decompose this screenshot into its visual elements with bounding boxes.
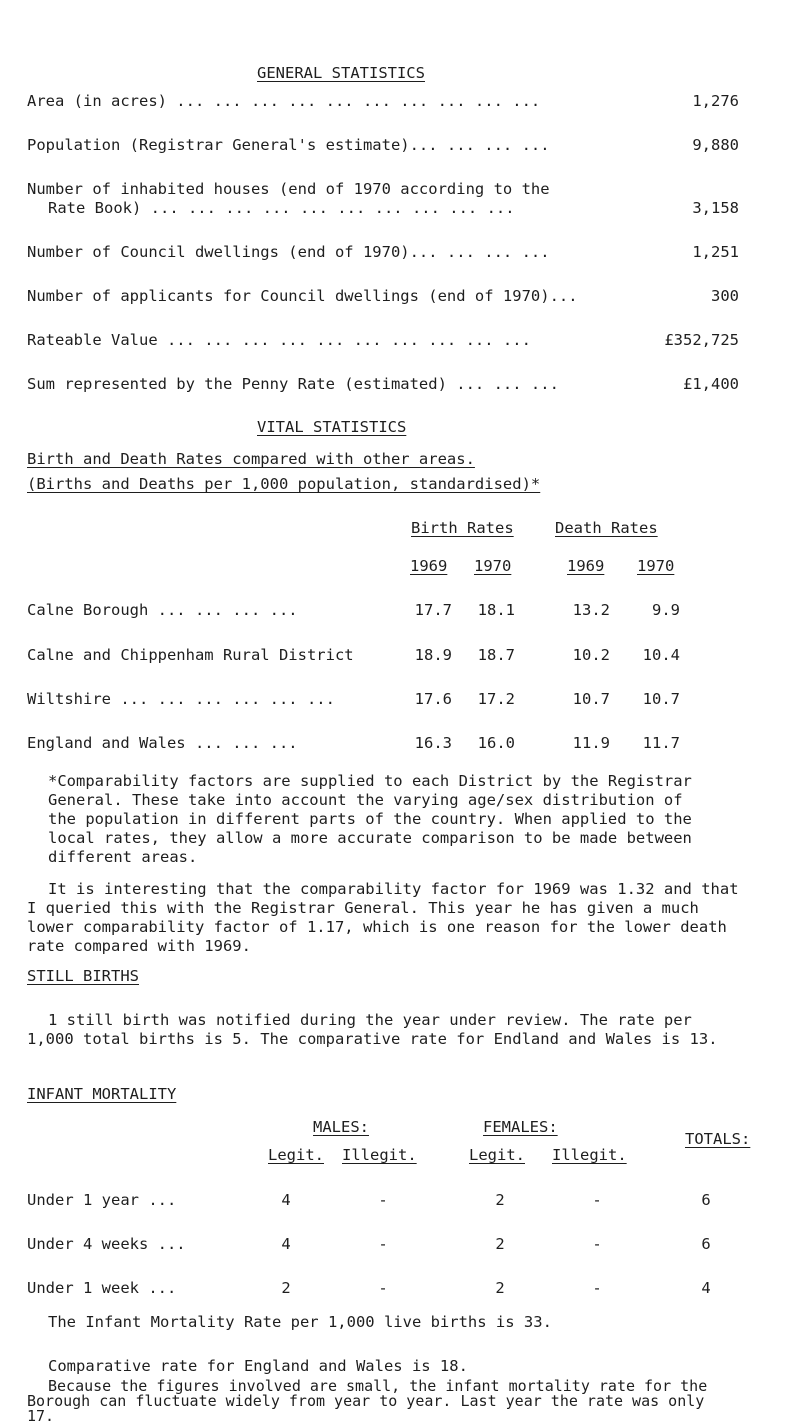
population-value: 9,880 [692,136,739,154]
death-rates-header: Death Rates [555,519,658,537]
females-header: FEMALES: [483,1118,558,1136]
comparative-rate: Comparative rate for England and Wales is 18. [48,1357,468,1375]
birth-1969: 17.6 [414,690,452,708]
males-legit: 4 [281,1191,291,1209]
birth-1969: 16.3 [414,734,452,752]
infant-total: 4 [701,1279,711,1297]
males-header: MALES: [313,1118,369,1136]
penny-rate-label: Sum represented by the Penny Rate (estimated) ... ... ... [27,375,559,393]
females-legit: 2 [495,1235,505,1253]
death-1969: 10.7 [572,690,610,708]
death-1970: 10.4 [642,646,680,664]
comparability-footnote: *Comparability factors are supplied to each District by the Registrar General. These take into account the varying age/sex distribution of the population in different parts of the country. When applied to the local rates, they allow a more accurate comparison to be made between different areas. [48,772,692,866]
males-legit-header: Legit. [268,1146,324,1164]
year-death-1970: 1970 [637,557,675,575]
vital-subheading-2: (Births and Deaths per 1,000 population, standardised)* [27,475,541,493]
birth-1970: 18.7 [477,646,515,664]
death-1970: 11.7 [642,734,680,752]
birth-1969: 18.9 [414,646,452,664]
death-1970: 10.7 [642,690,680,708]
females-illegit: - [592,1191,602,1209]
infant-row-label: Under 1 year ... [27,1191,177,1209]
council-dwellings-value: 1,251 [692,243,739,261]
females-legit: 2 [495,1279,505,1297]
males-illegit: - [378,1191,388,1209]
infant-row-label: Under 4 weeks ... [27,1235,186,1253]
year-death-1969: 1969 [567,557,605,575]
rateable-value: £352,725 [664,331,739,349]
death-1969: 13.2 [572,601,610,619]
year-birth-1970: 1970 [474,557,512,575]
houses-value: 3,158 [692,199,739,217]
birth-1969: 17.7 [414,601,452,619]
year-birth-1969: 1969 [410,557,448,575]
rateable-label: Rateable Value ... ... ... ... ... ... ... ... ... ... [27,331,531,349]
females-illegit: - [592,1279,602,1297]
infant-row-label: Under 1 week ... [27,1279,177,1297]
death-1969: 11.9 [572,734,610,752]
infant-total: 6 [701,1235,711,1253]
totals-header: TOTALS: [685,1130,751,1148]
rates-area: Wiltshire ... ... ... ... ... ... [27,690,335,708]
applicants-value: 300 [711,287,739,305]
females-legit: 2 [495,1191,505,1209]
females-legit-header: Legit. [469,1146,525,1164]
council-dwellings-label: Number of Council dwellings (end of 1970)... ... ... ... [27,243,550,261]
area-value: 1,276 [692,92,739,110]
houses-label: Number of inhabited houses (end of 1970 according to the [27,180,550,198]
males-legit: 4 [281,1235,291,1253]
still-births-heading: STILL BIRTHS [27,967,139,985]
birth-1970: 17.2 [477,690,515,708]
still-births-text: 1 still birth was notified during the year under review. The rate per 1,000 total births is 5. The comparative rate for Endland and Wales is 13. [27,1011,718,1048]
birth-1970: 18.1 [477,601,515,619]
area-label: Area (in acres) ... ... ... ... ... ... ... ... ... ... [27,92,541,110]
vital-heading: VITAL STATISTICS [257,418,407,436]
males-illegit: - [378,1279,388,1297]
rates-area: Calne Borough ... ... ... ... [27,601,298,619]
infant-mortality-rate: The Infant Mortality Rate per 1,000 live births is 33. [48,1313,552,1331]
death-1969: 10.2 [572,646,610,664]
population-label: Population (Registrar General's estimate)... ... ... ... [27,136,550,154]
males-legit: 2 [281,1279,291,1297]
males-illegit: - [378,1235,388,1253]
rates-area: Calne and Chippenham Rural District [27,646,354,664]
infant-total: 6 [701,1191,711,1209]
birth-1970: 16.0 [477,734,515,752]
penny-rate-value: £1,400 [683,375,739,393]
comparability-paragraph: It is interesting that the comparability factor for 1969 was 1.32 and that I queried this with the Registrar General. This year he has given a much lower comparability factor of 1.17, which is one reason for the lower death rate compared with 1969. [27,880,739,955]
males-illegit-header: Illegit. [342,1146,417,1164]
rates-area: England and Wales ... ... ... [27,734,298,752]
birth-rates-header: Birth Rates [411,519,514,537]
infant-mortality-heading: INFANT MORTALITY [27,1085,177,1103]
death-1970: 9.9 [652,601,680,619]
houses-label-2: Rate Book) ... ... ... ... ... ... ... ... ... ... [48,199,515,217]
infant-fluctuation-paragraph: Because the figures involved are small, the infant mortality rate for the Borough can fluctuate widely from year to year. Last year the rate was only 17. [27,1377,708,1425]
females-illegit: - [592,1235,602,1253]
vital-subheading: Birth and Death Rates compared with other areas. [27,450,475,468]
applicants-label: Number of applicants for Council dwellings (end of 1970)... [27,287,578,305]
females-illegit-header: Illegit. [552,1146,627,1164]
general-heading: GENERAL STATISTICS [257,64,425,82]
